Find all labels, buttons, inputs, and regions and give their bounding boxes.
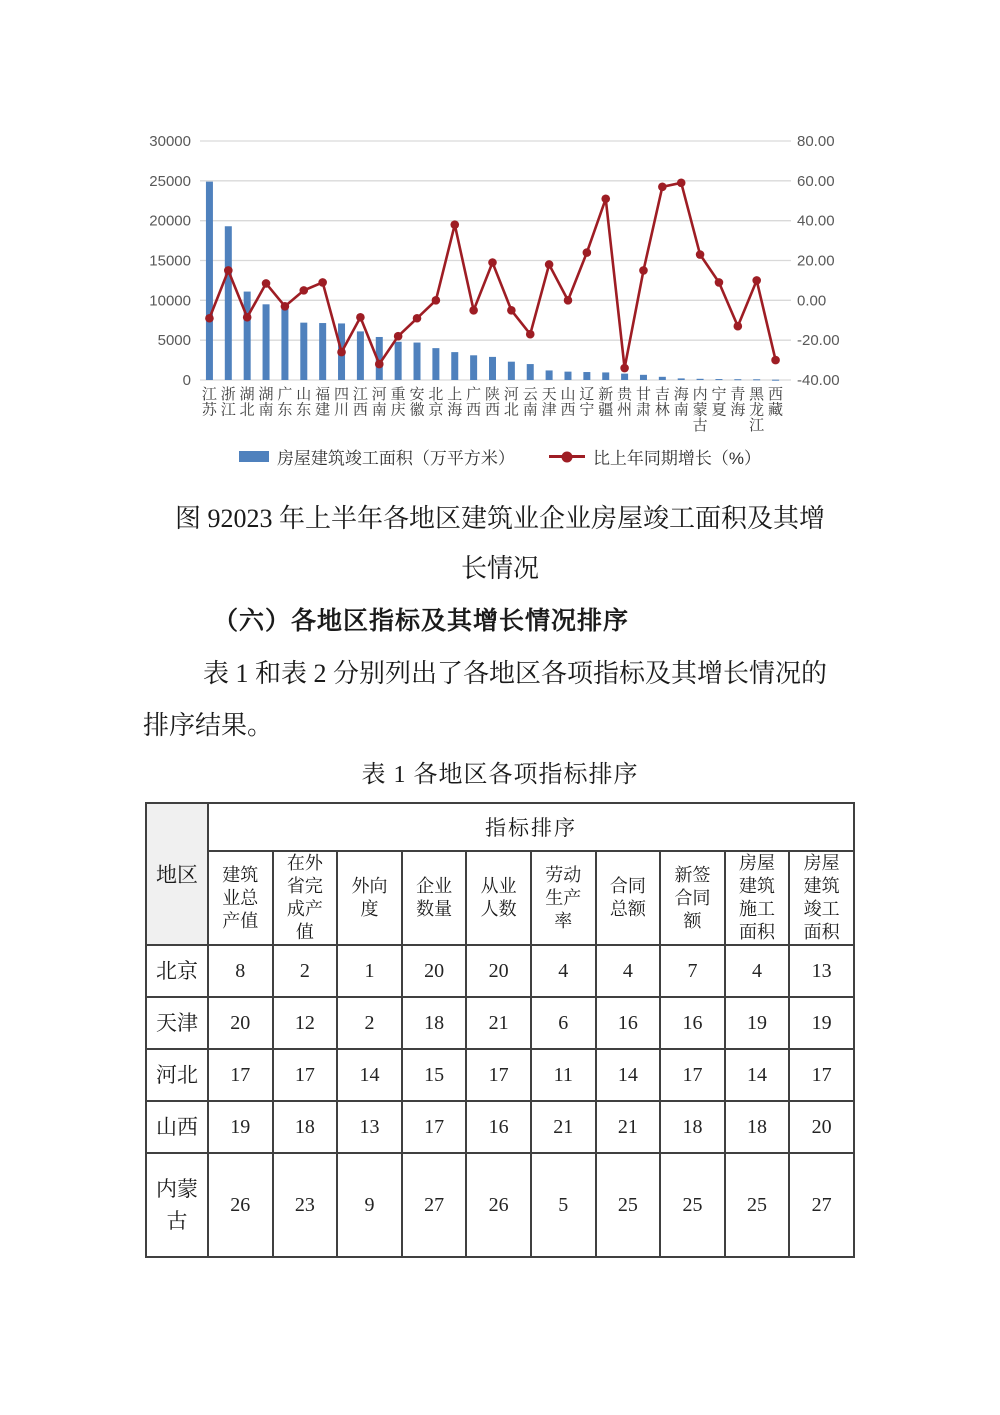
rank-cell: 13 [789, 945, 854, 997]
category-label: 陕西 [484, 386, 501, 419]
bar-swatch-icon [239, 451, 269, 462]
bar [527, 364, 534, 380]
category-label: 海南 [673, 386, 689, 419]
table-row [146, 1101, 854, 1153]
line-swatch-icon [549, 455, 585, 458]
table-header-row-1 [146, 803, 854, 851]
line-marker [224, 266, 233, 275]
category-label: 湖南 [258, 386, 274, 419]
bar [564, 372, 571, 380]
category-label: 上海 [447, 386, 463, 419]
rank-cell: 16 [596, 997, 661, 1049]
left-axis-tick: 0 [182, 372, 191, 389]
line-marker [639, 266, 648, 275]
category-label: 浙江 [220, 386, 236, 419]
line-marker [469, 306, 478, 315]
bar [414, 343, 421, 380]
rank-cell: 14 [725, 1049, 790, 1101]
bar [640, 375, 647, 380]
line-marker [620, 364, 629, 373]
rank-cell: 20 [789, 1101, 854, 1153]
line-marker [658, 183, 667, 192]
legend-item-line [549, 444, 761, 469]
chart-legend [125, 444, 875, 469]
bar [715, 379, 722, 380]
bar [300, 323, 307, 380]
rank-cell: 26 [208, 1153, 273, 1257]
rank-cell: 21 [531, 1101, 596, 1153]
line-marker [696, 250, 705, 259]
category-label: 河南 [371, 386, 387, 419]
bar [281, 307, 288, 380]
rank-cell: 9 [337, 1153, 402, 1257]
rank-cell: 23 [273, 1153, 338, 1257]
left-axis-tick: 10000 [149, 292, 191, 310]
category-label: 西藏 [768, 386, 784, 419]
legend-line-label: 比上年同期增长（%） [592, 449, 762, 468]
bar [451, 352, 458, 380]
rank-cell: 1 [337, 945, 402, 997]
completion-area-chart [125, 128, 875, 469]
region-cell: 河北 [146, 1049, 208, 1101]
indicator-header: 企业数量 [402, 851, 467, 945]
rank-cell: 21 [596, 1101, 661, 1153]
indicator-header: 建筑业总产值 [208, 851, 273, 945]
category-label: 四川 [334, 386, 350, 419]
category-label: 福建 [315, 386, 331, 419]
category-label: 湖北 [239, 386, 255, 419]
bar [263, 304, 270, 380]
table-title: 表 1 各地区各项指标排序 [361, 762, 639, 788]
figure-caption-line: 图 92023 年上半年各地区建筑业企业房屋竣工面积及其增 [174, 504, 825, 533]
rank-cell: 6 [531, 997, 596, 1049]
left-axis-tick: 20000 [149, 212, 191, 230]
rank-cell: 20 [466, 945, 531, 997]
line-marker [526, 330, 535, 339]
line-marker [677, 179, 686, 188]
line-marker [432, 296, 441, 305]
rank-cell: 27 [402, 1153, 467, 1257]
category-label: 安徽 [409, 386, 425, 419]
indicator-header: 新签合同额 [660, 851, 725, 945]
rank-cell: 18 [273, 1101, 338, 1153]
bar-line-chart [125, 128, 875, 440]
bar [357, 331, 364, 380]
rank-cell: 20 [208, 997, 273, 1049]
category-label: 吉林 [654, 386, 670, 419]
rank-cell: 27 [789, 1153, 854, 1257]
rank-table [145, 802, 855, 1258]
rank-cell: 4 [531, 945, 596, 997]
left-axis-tick: 5000 [157, 332, 191, 350]
legend-bar-label: 房屋建筑竣工面积（万平方米） [276, 449, 515, 468]
region-column-header: 地区 [146, 803, 208, 945]
category-label: 新疆 [598, 386, 614, 419]
category-label: 重庆 [390, 386, 406, 419]
rank-cell: 25 [660, 1153, 725, 1257]
rank-cell: 12 [273, 997, 338, 1049]
rank-cell: 8 [208, 945, 273, 997]
indicator-group-header: 指标排序 [208, 803, 854, 851]
category-label: 江苏 [201, 386, 217, 419]
right-axis-tick: 60.00 [797, 172, 835, 190]
right-axis-tick: 40.00 [797, 212, 835, 230]
rank-cell: 17 [466, 1049, 531, 1101]
rank-cell: 16 [660, 997, 725, 1049]
rank-cell: 17 [789, 1049, 854, 1101]
line-marker [450, 220, 459, 229]
right-axis-tick: 0.00 [797, 292, 827, 310]
line-marker [394, 332, 403, 341]
rank-cell: 5 [531, 1153, 596, 1257]
bar [772, 380, 779, 381]
left-axis-tick: 25000 [149, 172, 191, 190]
indicator-header: 外向度 [337, 851, 402, 945]
right-axis-tick: 80.00 [797, 133, 835, 150]
figure-caption [143, 494, 857, 594]
rank-cell: 19 [208, 1101, 273, 1153]
bar [678, 378, 685, 380]
category-label: 云南 [522, 386, 538, 419]
bar [753, 379, 760, 380]
category-label: 天津 [541, 386, 557, 419]
rank-cell: 14 [337, 1049, 402, 1101]
rank-cell: 26 [466, 1153, 531, 1257]
category-label: 山东 [296, 386, 312, 419]
right-axis-tick: -20.00 [797, 332, 840, 350]
rank-cell: 17 [273, 1049, 338, 1101]
bar [508, 362, 515, 380]
rank-cell: 14 [596, 1049, 661, 1101]
indicator-header: 合同总额 [596, 851, 661, 945]
bar [734, 379, 741, 380]
rank-cell: 18 [660, 1101, 725, 1153]
rank-cell: 21 [466, 997, 531, 1049]
bar [659, 377, 666, 380]
category-label: 宁夏 [711, 386, 727, 419]
bar [470, 355, 477, 380]
line-marker [715, 278, 724, 287]
legend-item-bar [239, 444, 515, 469]
line-marker [337, 348, 346, 357]
figure-caption-line: 长情况 [460, 554, 539, 583]
line-marker [375, 360, 384, 369]
rank-cell: 7 [660, 945, 725, 997]
category-label: 广西 [466, 386, 482, 419]
section-heading: （六）各地区指标及其增长情况排序 [213, 608, 630, 635]
rank-cell: 17 [208, 1049, 273, 1101]
indicator-header: 房屋建筑竣工面积 [789, 851, 854, 945]
left-axis-tick: 15000 [149, 252, 191, 270]
indicator-header: 劳动生产率 [531, 851, 596, 945]
category-label: 北京 [428, 386, 444, 419]
category-label: 山西 [560, 386, 576, 419]
region-cell: 山西 [146, 1101, 208, 1153]
indicator-header: 房屋建筑施工面积 [725, 851, 790, 945]
rank-cell: 4 [596, 945, 661, 997]
line-marker-icon [561, 451, 572, 462]
category-label: 河北 [503, 386, 519, 419]
rank-cell: 18 [402, 997, 467, 1049]
table-row [146, 997, 854, 1049]
bar [602, 372, 609, 380]
line-marker [488, 258, 497, 267]
line-marker [243, 313, 252, 322]
line-marker [752, 276, 761, 285]
line-marker [601, 194, 610, 203]
rank-cell: 25 [596, 1153, 661, 1257]
rank-cell: 17 [402, 1101, 467, 1153]
indicator-header: 在外省完成产值 [273, 851, 338, 945]
table-header-row-2 [146, 851, 854, 945]
line-marker [205, 314, 214, 323]
line-marker [356, 313, 365, 322]
category-label: 黑龙江 [749, 386, 765, 434]
left-axis-tick: 30000 [149, 133, 191, 150]
category-label: 辽宁 [579, 386, 595, 419]
bar [546, 370, 553, 380]
bar [583, 372, 590, 380]
category-label: 江西 [352, 386, 368, 419]
rank-cell: 11 [531, 1049, 596, 1101]
region-cell: 天津 [146, 997, 208, 1049]
bar [395, 342, 402, 380]
line-marker [318, 278, 327, 287]
rank-cell: 4 [725, 945, 790, 997]
rank-cell: 19 [725, 997, 790, 1049]
category-label: 内蒙古 [692, 386, 708, 434]
right-axis-tick: 20.00 [797, 252, 835, 270]
bar [432, 348, 439, 380]
line-marker [507, 306, 516, 315]
line-marker [413, 314, 422, 323]
line-marker [564, 296, 573, 305]
rank-cell: 18 [725, 1101, 790, 1153]
table-row [146, 945, 854, 997]
rank-cell: 16 [466, 1101, 531, 1153]
line-marker [281, 302, 290, 311]
category-label: 贵州 [617, 386, 633, 419]
line-marker [545, 260, 554, 269]
line-marker [262, 279, 271, 288]
table-row [146, 1049, 854, 1101]
region-cell: 北京 [146, 945, 208, 997]
bar [244, 292, 251, 380]
body-paragraph [143, 648, 857, 752]
rank-cell: 20 [402, 945, 467, 997]
bar [225, 226, 232, 380]
rank-cell: 2 [273, 945, 338, 997]
category-label: 青海 [730, 386, 746, 419]
bar [319, 323, 326, 380]
line-marker [583, 248, 592, 257]
line-marker [299, 286, 308, 295]
bar [206, 182, 213, 380]
category-label: 甘肃 [635, 386, 651, 419]
indicator-header: 从业人数 [466, 851, 531, 945]
bar [621, 374, 628, 380]
line-marker [771, 356, 780, 365]
line-marker [734, 322, 743, 331]
bar [697, 379, 704, 380]
rank-cell: 19 [789, 997, 854, 1049]
table-row [146, 1153, 854, 1257]
region-cell: 内蒙古 [146, 1153, 208, 1257]
rank-cell: 17 [660, 1049, 725, 1101]
rank-cell: 13 [337, 1101, 402, 1153]
bar [489, 357, 496, 380]
category-label: 广东 [277, 386, 293, 419]
paragraph-line: 排序结果。 [143, 711, 274, 740]
rank-cell: 25 [725, 1153, 790, 1257]
right-axis-tick: -40.00 [797, 372, 840, 389]
rank-cell: 2 [337, 997, 402, 1049]
paragraph-line: 表 1 和表 2 分别列出了各地区各项指标及其增长情况的 [203, 659, 828, 688]
rank-cell: 15 [402, 1049, 467, 1101]
